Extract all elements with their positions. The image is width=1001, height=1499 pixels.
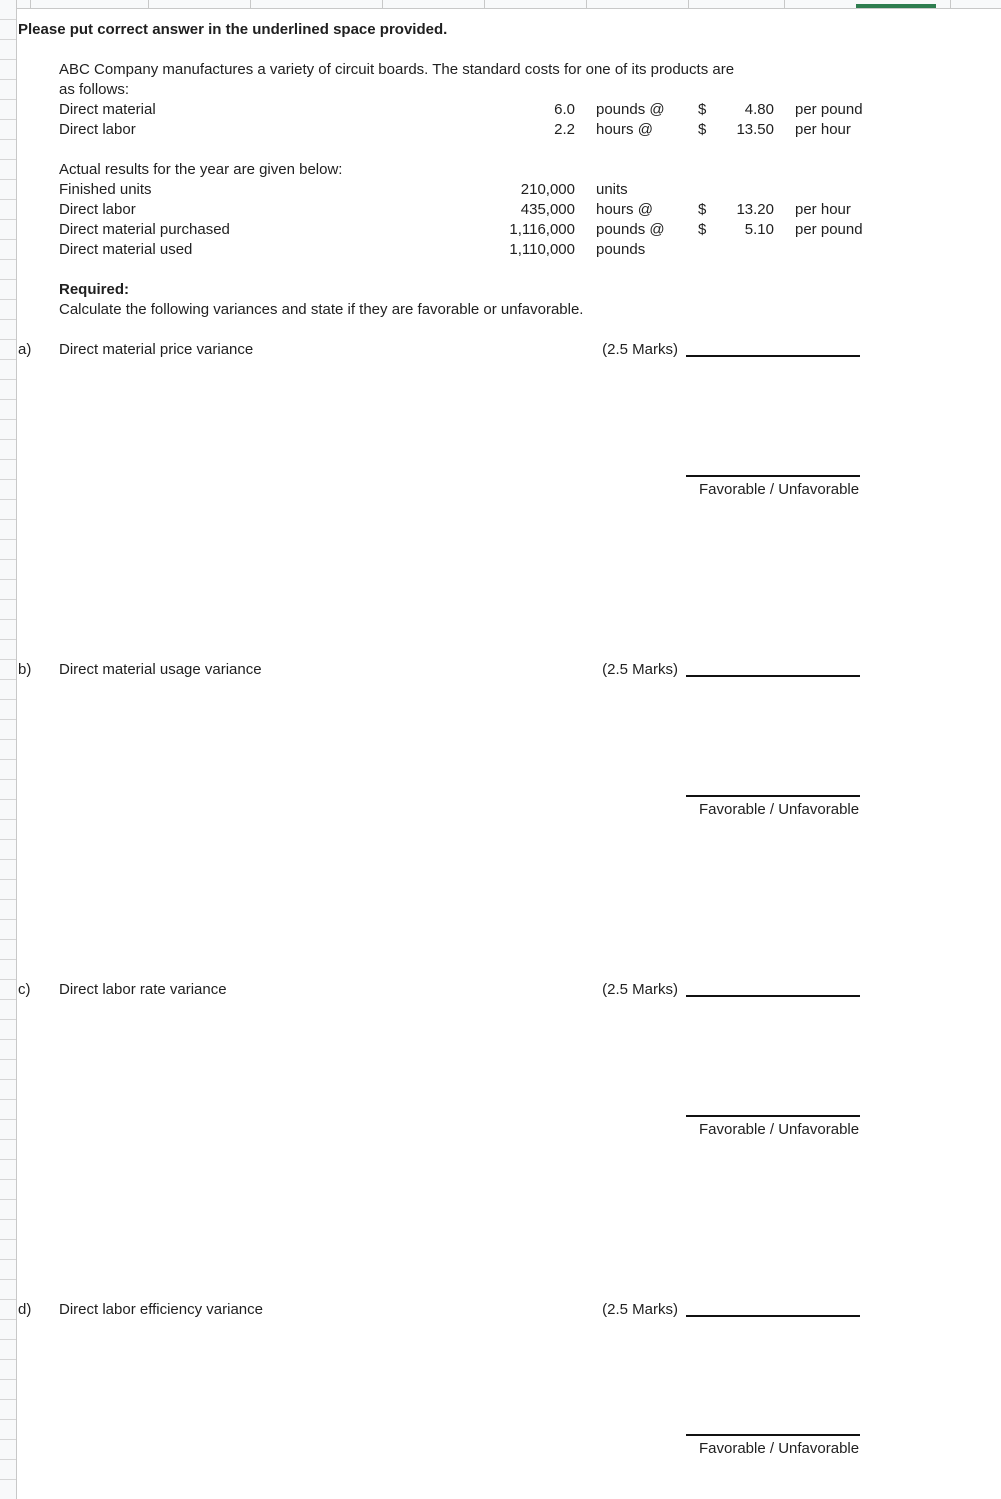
column-separator	[148, 0, 149, 8]
row-quantity: 210,000	[520, 181, 575, 198]
row-unit: hours @	[596, 201, 653, 218]
row-per: per pound	[795, 221, 863, 238]
intro-line-1: ABC Company manufactures a variety of circuit boards. The standard costs for one of its products are	[59, 61, 735, 78]
row-price: 5.10	[744, 221, 774, 238]
answer-underline[interactable]	[686, 1315, 860, 1317]
row-quantity: 6.0	[554, 101, 575, 118]
row-quantity: 2.2	[554, 121, 575, 138]
column-separator	[250, 0, 251, 8]
actual-intro: Actual results for the year are given below:	[59, 161, 343, 178]
favorable-choice-line	[686, 1115, 860, 1117]
row-label: Direct material	[59, 101, 156, 118]
required-heading: Required:	[59, 281, 130, 298]
answer-underline[interactable]	[686, 355, 860, 357]
favorable-choice-line	[686, 475, 860, 477]
row-unit: units	[596, 181, 628, 198]
row-unit: pounds	[596, 241, 646, 258]
row-currency: $	[698, 201, 707, 218]
instruction-text: Please put correct answer in the underlined space provided.	[18, 21, 448, 38]
row-quantity: 435,000	[520, 201, 575, 218]
row-label: Direct material used	[59, 241, 193, 258]
favorable-unfavorable-choice[interactable]: Favorable / Unfavorable	[699, 801, 860, 818]
row-label: Direct labor	[59, 201, 136, 218]
question-marks: (2.5 Marks)	[602, 1301, 678, 1318]
column-separator	[382, 0, 383, 8]
row-header-gutter[interactable]	[0, 0, 17, 1499]
row-currency: $	[698, 121, 707, 138]
row-per: per pound	[795, 101, 863, 118]
question-letter: a)	[18, 341, 32, 358]
required-text: Calculate the following variances and state if they are favorable or unfavorable.	[59, 301, 584, 318]
question-letter: b)	[18, 661, 32, 678]
row-unit: pounds @	[596, 221, 665, 238]
column-separator	[484, 0, 485, 8]
row-unit: pounds @	[596, 101, 665, 118]
intro-line-2: as follows:	[59, 81, 130, 98]
question-marks: (2.5 Marks)	[602, 661, 678, 678]
row-label: Direct labor	[59, 121, 136, 138]
favorable-unfavorable-choice[interactable]: Favorable / Unfavorable	[699, 1440, 860, 1457]
row-unit: hours @	[596, 121, 653, 138]
question-letter: d)	[18, 1301, 32, 1318]
question-label: Direct labor efficiency variance	[59, 1301, 263, 1318]
row-per: per hour	[795, 121, 851, 138]
row-label: Direct material purchased	[59, 221, 230, 238]
question-letter: c)	[18, 981, 31, 998]
row-quantity: 1,110,000	[509, 241, 575, 258]
favorable-choice-line	[686, 1434, 860, 1436]
column-separator	[688, 0, 689, 8]
answer-underline[interactable]	[686, 995, 860, 997]
question-label: Direct material usage variance	[59, 661, 262, 678]
selected-column-indicator	[856, 4, 936, 8]
favorable-unfavorable-choice[interactable]: Favorable / Unfavorable	[699, 481, 860, 498]
column-header-bar	[16, 0, 1001, 9]
answer-underline[interactable]	[686, 675, 860, 677]
row-currency: $	[698, 221, 707, 238]
row-price: 13.50	[736, 121, 774, 138]
row-price: 13.20	[736, 201, 774, 218]
row-price: 4.80	[744, 101, 774, 118]
row-label: Finished units	[59, 181, 152, 198]
column-separator	[586, 0, 587, 8]
question-marks: (2.5 Marks)	[602, 981, 678, 998]
question-marks: (2.5 Marks)	[602, 341, 678, 358]
favorable-choice-line	[686, 795, 860, 797]
row-quantity: 1,116,000	[509, 221, 575, 238]
row-currency: $	[698, 101, 707, 118]
column-separator	[784, 0, 785, 8]
favorable-unfavorable-choice[interactable]: Favorable / Unfavorable	[699, 1121, 860, 1138]
question-label: Direct labor rate variance	[59, 981, 227, 998]
question-label: Direct material price variance	[59, 341, 254, 358]
row-per: per hour	[795, 201, 851, 218]
column-separator	[950, 0, 951, 8]
column-separator	[30, 0, 31, 8]
